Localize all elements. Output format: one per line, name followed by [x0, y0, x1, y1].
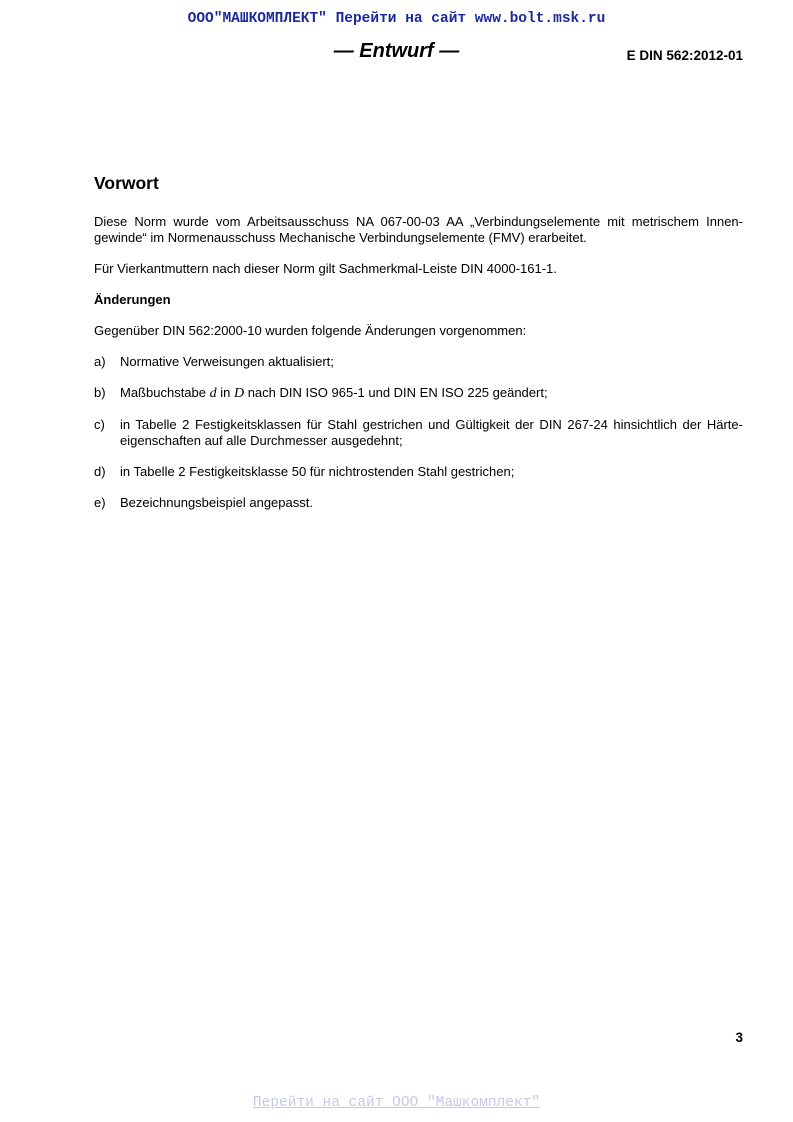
symbol-d: d	[209, 386, 217, 401]
text-run: nach DIN ISO 965-1 und DIN EN ISO 225 geändert;	[244, 385, 548, 400]
list-item-label: b)	[94, 385, 106, 400]
list-item-text: in Tabelle 2 Festigkeitsklasse 50 für nichtrostenden Stahl gestrichen;	[120, 464, 515, 479]
list-item	[94, 385, 743, 402]
page-number: 3	[735, 1030, 743, 1045]
list-item-label: d)	[94, 464, 106, 479]
symbol-D: D	[233, 386, 245, 401]
list-item	[94, 417, 743, 449]
draft-label: — Entwurf —	[333, 40, 460, 62]
list-item-label: a)	[94, 354, 106, 369]
list-item-text: in Tabelle 2 Festigkeitsklassen für Stahl gestrichen und Gültigkeit der DIN 267-24 hinsichtlich der Härteeigenschaften auf alle Durchmesser ausgedehnt;	[120, 417, 743, 448]
changes-heading: Änderungen	[94, 292, 171, 307]
section-heading: Vorwort	[94, 173, 159, 193]
list-item-label: c)	[94, 417, 105, 432]
page-content	[94, 172, 743, 526]
list-item	[94, 464, 743, 480]
list-item	[94, 495, 743, 511]
list-item-text: Normative Verweisungen aktualisiert;	[120, 354, 334, 369]
foreword-paragraph: Diese Norm wurde vom Arbeitsausschuss NA 067-00-03 AA „Verbindungselemente mit metrischem Innengewinde“ im Normenausschuss Mechanische Verbindungselemente (FMV) erarbeitet.	[94, 214, 743, 245]
list-item-text: Bezeichnungsbeispiel angepasst.	[120, 495, 313, 510]
changes-intro: Gegenüber DIN 562:2000-10 wurden folgende Änderungen vorgenommen:	[94, 323, 527, 338]
list-item	[94, 354, 743, 370]
top-site-link[interactable]: ООО"МАШКОМПЛЕКТ" Перейти на сайт www.bolt.msk.ru	[187, 11, 606, 27]
bottom-site-link[interactable]: Перейти на сайт ООО "Машкомплект"	[252, 1095, 541, 1111]
sachmerkmal-paragraph: Für Vierkantmuttern nach dieser Norm gilt Sachmerkmal-Leiste DIN 4000-161-1.	[94, 261, 557, 276]
list-item-label: e)	[94, 495, 106, 510]
text-run: Maßbuchstabe	[120, 385, 210, 400]
document-number: E DIN 562:2012-01	[626, 48, 743, 63]
list-item-text	[120, 385, 743, 402]
text-run: in	[216, 385, 234, 400]
changes-list	[94, 354, 743, 511]
